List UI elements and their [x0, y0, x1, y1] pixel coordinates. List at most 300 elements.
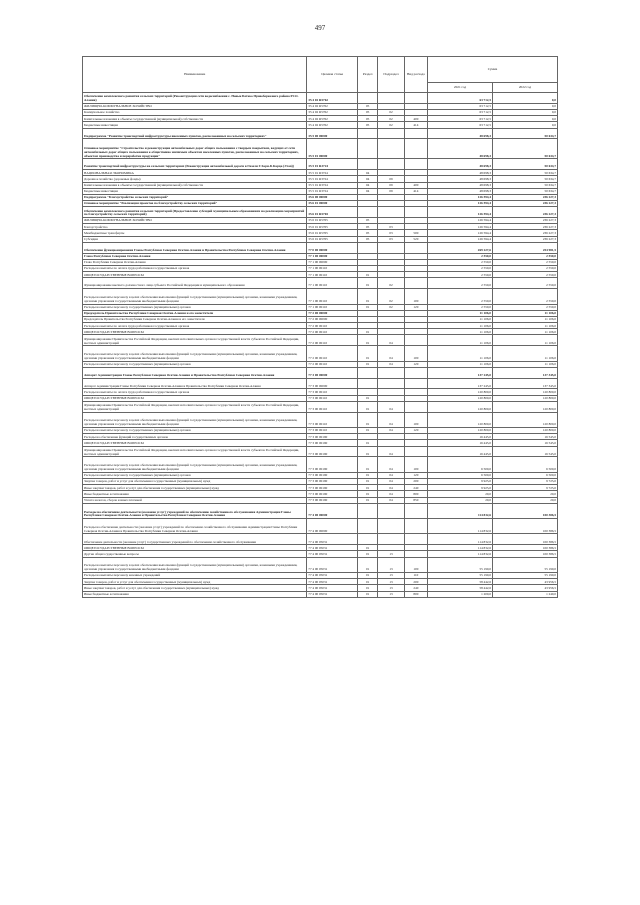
cell-expense-type: 110: [404, 573, 427, 579]
table-row: [83, 182, 558, 188]
cell-code: 77 3 00 00190: [307, 497, 358, 503]
cell-subsection: 02: [378, 116, 404, 122]
cell-code: 77 3 00 00110: [307, 395, 358, 401]
cell-sum-2021: 11 106,0: [428, 310, 493, 316]
cell-code: 77 2 00 00110: [307, 323, 358, 329]
cell-subsection: 09: [378, 182, 404, 188]
cell-section: 01: [358, 557, 378, 572]
cell-sum-2021: 2 550,0: [428, 259, 493, 265]
cell-sum-2022: 11 106,0: [492, 323, 557, 329]
cell-subsection: 13: [378, 557, 404, 572]
cell-subsection: 04: [378, 346, 404, 361]
cell-sum-2021: 11 106,0: [428, 329, 493, 335]
table-row: [83, 139, 558, 159]
cell-subsection: 04: [378, 478, 404, 484]
table-row: [83, 316, 558, 322]
cell-expense-type: [404, 93, 427, 104]
cell-name: Иные закупки товаров, работ и услуг для обеспечения государственных (муниципальных) нужд: [83, 485, 307, 491]
cell-section: [358, 534, 378, 545]
cell-subsection: 13: [378, 585, 404, 591]
header-year-2022: 2022 год: [492, 83, 557, 93]
cell-sum-2022: 236 227,3: [492, 194, 557, 200]
cell-expense-type: 800: [404, 591, 427, 597]
cell-name: Иные закупки товаров, работ и услуг для обеспечения государственных (муниципальных) нужд: [83, 585, 307, 591]
cell-sum-2022: 50 634,7: [492, 188, 557, 194]
table-row: [83, 591, 558, 597]
cell-section: 05: [358, 224, 378, 230]
table-row: [83, 457, 558, 472]
cell-code: 77 3 00 00000: [307, 378, 358, 389]
table-row: [83, 579, 558, 585]
cell-sum-2021: 48 698,3: [428, 170, 493, 176]
cell-sum-2021: 126 594,4: [428, 218, 493, 224]
cell-name: Расходы на выплаты персоналу в целях обеспечения выполнения функций государственными (муниципальными) органами, казенными учреждениями, органами управления государственными внебюджетными фондами: [83, 557, 307, 572]
cell-sum-2021: 11 106,0: [428, 361, 493, 367]
cell-subsection: 09: [378, 188, 404, 194]
cell-sum-2021: 126 594,4: [428, 201, 493, 207]
cell-sum-2021: 48 698,3: [428, 139, 493, 159]
cell-sum-2022: 2 550,0: [492, 253, 557, 259]
cell-code: 77 3 00 00190: [307, 491, 358, 497]
cell-sum-2021: 9 925,0: [428, 485, 493, 491]
cell-code: 77 3 00 00190: [307, 434, 358, 440]
cell-expense-type: [404, 139, 427, 159]
cell-expense-type: 120: [404, 304, 427, 310]
cell-sum-2021: 126 594,4: [428, 236, 493, 242]
cell-sum-2021: 126 594,4: [428, 224, 493, 230]
cell-code: 77 3 00 00000: [307, 367, 358, 378]
cell-subsection: [378, 367, 404, 378]
cell-sum-2022: 43 956,5: [492, 579, 557, 585]
cell-name: Расходы на выплаты персоналу в целях обеспечения выполнения функций государственными (муниципальными) органами, казенными учреждениями, органами управления государственными внебюджетными фондами: [83, 457, 307, 472]
cell-sum-2021: 126 594,4: [428, 207, 493, 218]
table-row: [83, 116, 558, 122]
cell-expense-type: 100: [404, 412, 427, 427]
cell-expense-type: 800: [404, 491, 427, 497]
cell-name: Обеспечение функционирования Главы Республики Северная Осетия-Алания и Правительства Республики Северная Осетия-Алания: [83, 242, 307, 253]
cell-sum-2022: 11 106,0: [492, 361, 557, 367]
cell-name: Обеспечение деятельности (оказание услуг) государственных учреждений по обеспечению хозяйственного обслуживания: [83, 534, 307, 545]
cell-expense-type: 414: [404, 188, 427, 194]
cell-code: 35 5 01 R3724: [307, 188, 358, 194]
cell-subsection: [378, 519, 404, 534]
cell-subsection: 04: [378, 428, 404, 434]
cell-code: 77 1 00 00110: [307, 289, 358, 304]
cell-subsection: 04: [378, 446, 404, 457]
cell-name: Бюджетные инвестиции: [83, 188, 307, 194]
cell-code: 35 6 00 00000: [307, 194, 358, 200]
table-row: [83, 557, 558, 572]
cell-expense-type: [404, 401, 427, 412]
cell-sum-2022: 6 500,0: [492, 472, 557, 478]
cell-subsection: 09: [378, 176, 404, 182]
cell-section: 01: [358, 551, 378, 557]
cell-sum-2021: 20,0: [428, 497, 493, 503]
cell-section: 05: [358, 218, 378, 224]
table-row: [83, 412, 558, 427]
cell-name: Подпрограмма "Развитие транспортной инфраструктуры внесенных пунктов, расположенных на сельских территориях": [83, 128, 307, 139]
cell-code: 35 4 02 R5762: [307, 93, 358, 104]
cell-sum-2021: 63 712,5: [428, 93, 493, 104]
cell-subsection: [378, 139, 404, 159]
cell-code: 77 2 00 00000: [307, 310, 358, 316]
table-row: [83, 478, 558, 484]
cell-sum-2022: 100 386,5: [492, 551, 557, 557]
cell-subsection: [378, 503, 404, 518]
cell-sum-2022: 6 500,0: [492, 457, 557, 472]
cell-sum-2022: 120 800,0: [492, 395, 557, 401]
cell-sum-2022: 100 386,5: [492, 519, 557, 534]
cell-section: 01: [358, 440, 378, 446]
cell-section: [358, 242, 378, 253]
cell-subsection: [378, 534, 404, 545]
cell-name: ОБЩЕГОСУДАРСТВЕННЫЕ ВОПРОСЫ: [83, 272, 307, 278]
cell-name: ЖИЛИЩНО-КОММУНАЛЬНОЕ ХОЗЯЙСТВО: [83, 103, 307, 109]
cell-sum-2021: 2 550,0: [428, 304, 493, 310]
cell-section: 01: [358, 478, 378, 484]
cell-sum-2022: 120 800,0: [492, 389, 557, 395]
cell-code: 77 1 00 00110: [307, 304, 358, 310]
table-row: [83, 519, 558, 534]
cell-section: 01: [358, 304, 378, 310]
header-subsection: Подраздел: [378, 57, 404, 93]
cell-code: 77 3 00 00110: [307, 389, 358, 395]
cell-code: 35 5 01 R3724: [307, 176, 358, 182]
cell-section: 05: [358, 230, 378, 236]
table-row: [83, 585, 558, 591]
cell-name: Расходы на обеспечение функций государственных органов: [83, 434, 307, 440]
cell-subsection: 13: [378, 573, 404, 579]
cell-name: Основное мероприятие "Реализация проектов по благоустройству сельских территорий": [83, 201, 307, 207]
cell-section: [358, 367, 378, 378]
cell-sum-2022: 11 106,0: [492, 310, 557, 316]
cell-sum-2021: 269 227,6: [428, 242, 493, 253]
cell-code: 77 4 00 05031: [307, 579, 358, 585]
cell-section: 01: [358, 579, 378, 585]
table-body: [83, 93, 558, 598]
cell-sum-2021: 2 550,0: [428, 278, 493, 289]
cell-sum-2021: 120 800,0: [428, 428, 493, 434]
cell-subsection: [378, 128, 404, 139]
cell-code: 35 6 01 R5765: [307, 207, 358, 218]
cell-code: 35 5 01 R3724: [307, 182, 358, 188]
cell-sum-2022: 2 550,0: [492, 259, 557, 265]
cell-name: Расходы на выплаты по оплате труда работников государственных органов: [83, 323, 307, 329]
cell-name: Закупка товаров, работ и услуг для обеспечения государственных (муниципальных) нужд: [83, 478, 307, 484]
cell-sum-2022: 50 634,7: [492, 176, 557, 182]
cell-sum-2022: 11 106,0: [492, 346, 557, 361]
cell-sum-2021: 2 550,0: [428, 265, 493, 271]
cell-sum-2021: 58 442,6: [428, 579, 493, 585]
cell-sum-2021: 48 698,3: [428, 128, 493, 139]
cell-subsection: 02: [378, 304, 404, 310]
cell-code: 77 4 00 05031: [307, 591, 358, 597]
cell-name: Обеспечение комплексного развития сельских территорий (Реконструкция сети водоснабжения с. Новые Батако Правобережного района РСО-Алания): [83, 93, 307, 104]
cell-sum-2022: 120 800,0: [492, 401, 557, 412]
cell-expense-type: 100: [404, 346, 427, 361]
cell-subsection: [378, 93, 404, 104]
budget-table: [82, 56, 558, 598]
cell-section: 01: [358, 289, 378, 304]
cell-expense-type: [404, 519, 427, 534]
cell-sum-2021: 6 500,0: [428, 457, 493, 472]
cell-subsection: 02: [378, 122, 404, 128]
cell-expense-type: 120: [404, 428, 427, 434]
cell-sum-2021: 120 800,0: [428, 401, 493, 412]
cell-sum-2022: 2 550,0: [492, 289, 557, 304]
cell-subsection: 13: [378, 579, 404, 585]
cell-expense-type: [404, 367, 427, 378]
cell-subsection: 02: [378, 278, 404, 289]
cell-sum-2021: 63 712,5: [428, 116, 493, 122]
cell-code: 35 5 01 R3724: [307, 170, 358, 176]
cell-sum-2022: 236 227,3: [492, 236, 557, 242]
table-row: [83, 485, 558, 491]
cell-code: 77 3 00 00110: [307, 401, 358, 412]
cell-sum-2021: 1 200,0: [428, 591, 493, 597]
cell-sum-2022: 50 634,7: [492, 128, 557, 139]
cell-sum-2022: 0,0: [492, 109, 557, 115]
cell-section: 01: [358, 446, 378, 457]
cell-code: 35 4 02 R5762: [307, 122, 358, 128]
cell-sum-2022: 0,0: [492, 93, 557, 104]
cell-sum-2022: 55 190,0: [492, 573, 557, 579]
cell-section: 01: [358, 272, 378, 278]
cell-code: 35 4 02 R5762: [307, 103, 358, 109]
cell-sum-2022: 11 106,0: [492, 329, 557, 335]
cell-name: Расходы на выплаты персоналу в целях обеспечения выполнения функций государственными (муниципальными) органами, казенными учреждениями, органами управления государственными внебюджетными фондами: [83, 412, 307, 427]
header-expense-type: Вид расхода: [404, 57, 427, 93]
cell-sum-2021: 114 832,6: [428, 503, 493, 518]
cell-name: Капитальные вложения в объекты государственной (муниципальной) собственности: [83, 182, 307, 188]
cell-expense-type: 520: [404, 236, 427, 242]
cell-code: 35 6 01 R5765: [307, 218, 358, 224]
cell-section: 05: [358, 236, 378, 242]
cell-subsection: 13: [378, 551, 404, 557]
header-sum: Сумма: [428, 57, 558, 83]
cell-name: Функционирование Правительства Российской Федерации, высших исполнительных органов государственной власти субъектов Российской Федерации, местных администраций: [83, 335, 307, 346]
cell-sum-2022: 16 545,0: [492, 446, 557, 457]
cell-code: 77 3 00 00190: [307, 472, 358, 478]
cell-sum-2022: 50 634,7: [492, 139, 557, 159]
cell-name: Межбюджетные трансферты: [83, 230, 307, 236]
cell-name: Глава Республики Северная Осетия-Алания: [83, 253, 307, 259]
cell-name: Расходы на выплаты персоналу государственных (муниципальных) органов: [83, 304, 307, 310]
cell-section: 01: [358, 401, 378, 412]
cell-expense-type: 100: [404, 557, 427, 572]
cell-code: 77 1 00 00110: [307, 278, 358, 289]
cell-sum-2022: 16 545,0: [492, 440, 557, 446]
cell-sum-2022: 16 545,0: [492, 434, 557, 440]
cell-sum-2022: 120 800,0: [492, 412, 557, 427]
cell-sum-2021: 126 594,4: [428, 194, 493, 200]
cell-sum-2021: 137 245,0: [428, 367, 493, 378]
cell-expense-type: 100: [404, 289, 427, 304]
table-row: [83, 534, 558, 545]
cell-sum-2022: 50 634,7: [492, 170, 557, 176]
cell-name: Уплата налогов, сборов и иных платежей: [83, 497, 307, 503]
cell-sum-2022: 43 956,5: [492, 585, 557, 591]
cell-section: 01: [358, 573, 378, 579]
cell-sum-2022: 120 800,0: [492, 428, 557, 434]
cell-sum-2022: 2 550,0: [492, 272, 557, 278]
cell-code: 77 3 00 00190: [307, 478, 358, 484]
cell-sum-2021: 16 445,0: [428, 446, 493, 457]
cell-subsection: 04: [378, 485, 404, 491]
cell-section: 01: [358, 361, 378, 367]
cell-name: Председатель Правительства Республики Северная Осетия-Алания и его заместители: [83, 316, 307, 322]
cell-sum-2022: 236 227,3: [492, 224, 557, 230]
cell-code: 77 2 00 00110: [307, 335, 358, 346]
cell-code: 77 4 00 05031: [307, 551, 358, 557]
cell-expense-type: 200: [404, 478, 427, 484]
cell-code: 35 6 01 R5765: [307, 230, 358, 236]
header-year-2021: 2021 год: [428, 83, 493, 93]
cell-code: 77 3 00 00110: [307, 428, 358, 434]
cell-section: [358, 93, 378, 104]
cell-code: 77 4 00 05031: [307, 573, 358, 579]
cell-expense-type: [404, 128, 427, 139]
cell-code: 77 1 00 00000: [307, 259, 358, 265]
cell-sum-2021: 126 594,4: [428, 230, 493, 236]
cell-subsection: 13: [378, 591, 404, 597]
cell-sum-2021: 20,0: [428, 491, 493, 497]
table-row: [83, 265, 558, 271]
table-row: [83, 194, 558, 200]
cell-sum-2021: 2 550,0: [428, 272, 493, 278]
cell-code: 35 6 01 R5765: [307, 236, 358, 242]
cell-code: 77 2 00 00110: [307, 346, 358, 361]
cell-expense-type: 120: [404, 361, 427, 367]
cell-name: Расходы на выплаты персоналу в целях обеспечения выполнения функций государственными (муниципальными) органами, казенными учреждениями, органами управления государственными внебюджетными фондами: [83, 289, 307, 304]
cell-name: Другие общегосударственные вопросы: [83, 551, 307, 557]
cell-code: 77 3 00 00110: [307, 412, 358, 427]
cell-name: Благоустройство: [83, 224, 307, 230]
cell-code: 77 4 00 05031: [307, 557, 358, 572]
cell-section: 01: [358, 346, 378, 361]
header-name: Наименование: [83, 57, 307, 93]
cell-sum-2021: 114 832,6: [428, 519, 493, 534]
cell-subsection: 04: [378, 401, 404, 412]
cell-expense-type: 100: [404, 457, 427, 472]
cell-section: 01: [358, 485, 378, 491]
table-row: [83, 242, 558, 253]
cell-expense-type: [404, 335, 427, 346]
cell-name: ОБЩЕГОСУДАРСТВЕННЫЕ ВОПРОСЫ: [83, 440, 307, 446]
cell-code: 77 3 00 00190: [307, 440, 358, 446]
cell-code: 35 5 00 00000: [307, 128, 358, 139]
table-row: [83, 323, 558, 329]
cell-subsection: 03: [378, 230, 404, 236]
cell-name: Функционирование Правительства Российской Федерации, высших исполнительных органов государственной власти субъектов Российской Федерации, местных администраций: [83, 446, 307, 457]
cell-code: 77 1 00 00110: [307, 265, 358, 271]
cell-sum-2021: 114 832,6: [428, 534, 493, 545]
cell-subsection: 04: [378, 457, 404, 472]
table-row: [83, 573, 558, 579]
table-row: [83, 304, 558, 310]
cell-sum-2022: 0,0: [492, 103, 557, 109]
cell-sum-2021: 48 698,3: [428, 176, 493, 182]
table-row: [83, 361, 558, 367]
cell-name: Бюджетные инвестиции: [83, 122, 307, 128]
cell-sum-2021: 55 190,0: [428, 557, 493, 572]
cell-name: Расходы на обеспечение деятельности (оказание услуг) учреждений по обеспечению хозяйственного обслуживания Администрации Главы Республики Северная Осетия-Алания и Правительства Республики Северная Осетия-Алания: [83, 503, 307, 518]
table-row: [83, 93, 558, 104]
cell-expense-type: [404, 159, 427, 170]
cell-expense-type: [404, 242, 427, 253]
cell-name: Коммунальное хозяйство: [83, 109, 307, 115]
table-row: [83, 472, 558, 478]
cell-sum-2022: 50 634,7: [492, 182, 557, 188]
table-row: [83, 278, 558, 289]
cell-expense-type: 850: [404, 497, 427, 503]
cell-code: 77 2 00 00000: [307, 316, 358, 322]
cell-name: Расходы на обеспечение деятельности (оказание услуг) учреждений по обеспечению хозяйственного обслуживания Администрации Главы Республики Северная Осетия-Алания и Правительства Республики Северная Осетия-Алания: [83, 519, 307, 534]
cell-sum-2021: 11 106,0: [428, 323, 493, 329]
cell-sum-2022: 2 550,0: [492, 278, 557, 289]
cell-code: 77 4 00 00000: [307, 519, 358, 534]
cell-sum-2022: 100 386,5: [492, 534, 557, 545]
cell-name: Глава Республики Северная Осетия-Алания: [83, 259, 307, 265]
cell-code: 77 4 00 05031: [307, 585, 358, 591]
cell-section: [358, 503, 378, 518]
cell-section: [358, 207, 378, 218]
cell-sum-2021: 48 698,3: [428, 159, 493, 170]
header-section: Раздел: [358, 57, 378, 93]
cell-sum-2021: 48 698,3: [428, 182, 493, 188]
cell-name: Расходы на выплаты персоналу в целях обеспечения выполнения функций государственными (муниципальными) органами, казенными учреждениями, органами управления государственными внебюджетными фондами: [83, 346, 307, 361]
cell-section: 01: [358, 335, 378, 346]
cell-expense-type: 400: [404, 182, 427, 188]
cell-section: 01: [358, 491, 378, 497]
cell-name: НАЦИОНАЛЬНАЯ ЭКОНОМИКА: [83, 170, 307, 176]
cell-sum-2022: 236 227,3: [492, 230, 557, 236]
cell-section: [358, 139, 378, 159]
cell-expense-type: [404, 503, 427, 518]
cell-expense-type: [404, 207, 427, 218]
cell-section: 01: [358, 278, 378, 289]
table-row: [83, 159, 558, 170]
cell-name: ОБЩЕГОСУДАРСТВЕННЫЕ ВОПРОСЫ: [83, 329, 307, 335]
cell-sum-2022: 137 345,0: [492, 378, 557, 389]
cell-subsection: 04: [378, 472, 404, 478]
cell-sum-2021: 11 106,0: [428, 346, 493, 361]
header-code: Целевая статья: [307, 57, 358, 93]
cell-subsection: 04: [378, 491, 404, 497]
cell-section: 01: [358, 329, 378, 335]
cell-sum-2021: 114 832,6: [428, 545, 493, 551]
cell-section: 04: [358, 188, 378, 194]
cell-name: Аппарат Администрации Главы Республики Северная Осетия-Алания и Правительства Республики Северная Осетия-Алания: [83, 378, 307, 389]
cell-sum-2022: 20,0: [492, 491, 557, 497]
cell-section: 04: [358, 170, 378, 176]
cell-sum-2022: 11 106,0: [492, 316, 557, 322]
table-row: [83, 503, 558, 518]
cell-expense-type: [404, 534, 427, 545]
cell-sum-2022: 236 227,3: [492, 201, 557, 207]
cell-section: 01: [358, 585, 378, 591]
cell-name: Расходы на выплаты по оплате труда работников государственных органов: [83, 389, 307, 395]
cell-code: 77 3 00 00190: [307, 457, 358, 472]
cell-sum-2022: 1 240,0: [492, 591, 557, 597]
cell-subsection: 03: [378, 236, 404, 242]
cell-code: 77 4 00 05031: [307, 545, 358, 551]
cell-name: Основное мероприятие "Строительство и реконструкция автомобильных дорог общего пользования с твердым покрытием, ведущих от сети автомобильных дорог общего пользования к общественно значимым объектам населенных пунктов, расположенных на сельских территориях, объектам производства и переработки продукции": [83, 139, 307, 159]
cell-section: [358, 159, 378, 170]
cell-sum-2021: 9 925,0: [428, 478, 493, 484]
cell-sum-2022: 100 386,5: [492, 503, 557, 518]
cell-sum-2021: 63 712,5: [428, 122, 493, 128]
